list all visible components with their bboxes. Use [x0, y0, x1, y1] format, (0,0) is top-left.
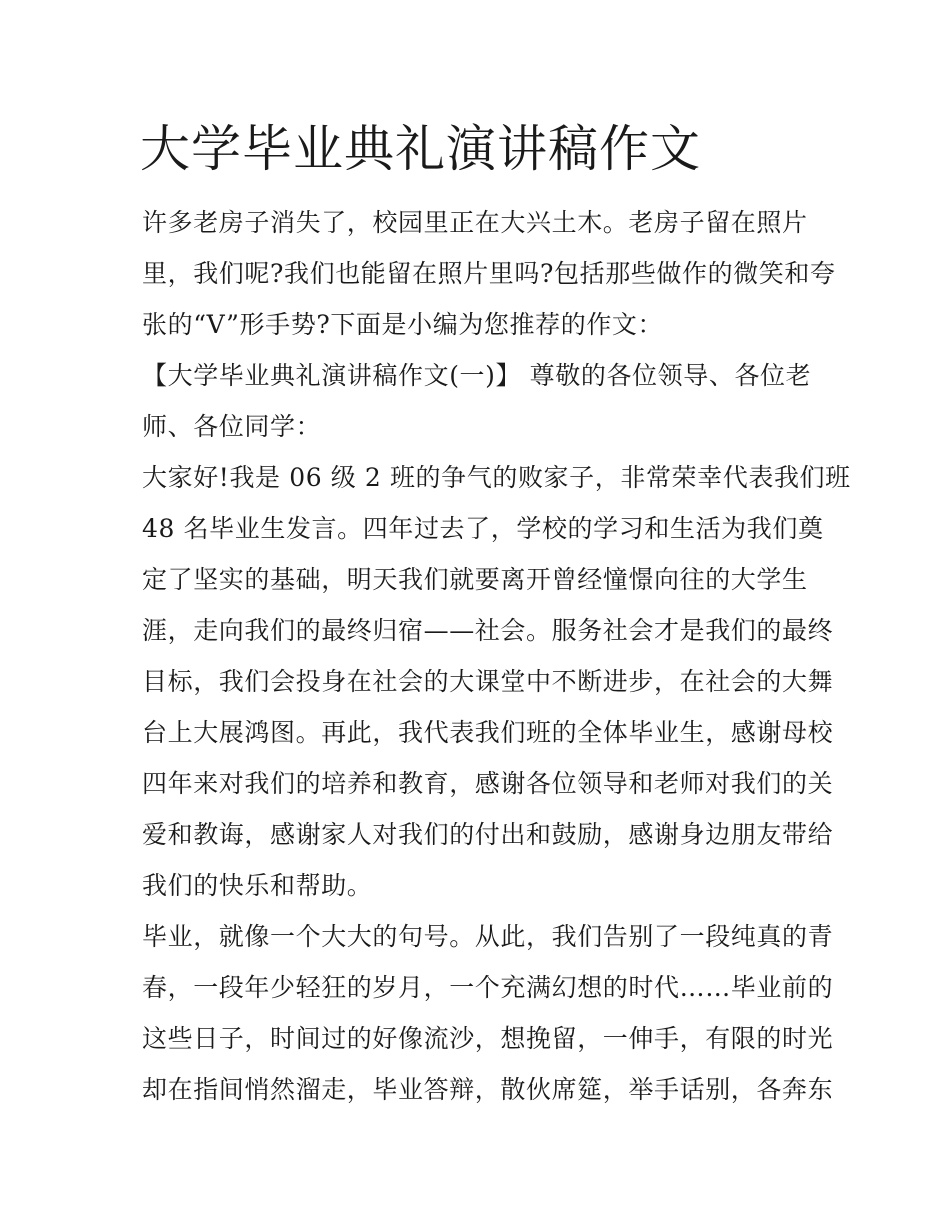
text-line: 涯，走向我们的最终归宿——社会。服务社会才是我们的最终	[142, 616, 834, 645]
text-line: 师、各位同学：	[142, 412, 322, 441]
text-line: 这些日子，时间过的好像流沙，想挽留，一伸手，有限的时光	[142, 1024, 834, 1053]
text-line: 【大学毕业典礼演讲稿作文(一)】 尊敬的各位领导、各位老	[142, 361, 812, 390]
text-line: 台上大展鸿图。再此，我代表我们班的全体毕业生，感谢母校	[142, 718, 834, 747]
text-line: 定了坚实的基础，明天我们就要离开曾经憧憬向往的大学生	[142, 565, 808, 594]
text-line: 里，我们呢?我们也能留在照片里吗?包括那些做作的微笑和夸	[142, 259, 836, 288]
text-line: 爱和教诲，感谢家人对我们的付出和鼓励，感谢身边朋友带给	[142, 820, 834, 849]
text-line: 张的“V”形手势?下面是小编为您推荐的作文：	[142, 310, 664, 339]
text-line: 毕业，就像一个大大的句号。从此，我们告别了一段纯真的青	[142, 922, 834, 951]
text-line: 目标，我们会投身在社会的大课堂中不断进步，在社会的大舞	[142, 667, 834, 696]
document-title: 大学毕业典礼演讲稿作文	[140, 120, 701, 178]
text-line: 我们的快乐和帮助。	[142, 871, 373, 900]
text-line: 却在指间悄然溜走，毕业答辩，散伙席筵，举手话别，各奔东	[142, 1075, 834, 1104]
text-line: 四年来对我们的培养和教育，感谢各位领导和老师对我们的关	[142, 769, 834, 798]
text-line: 大家好!我是 06 级 2 班的争气的败家子，非常荣幸代表我们班	[142, 463, 851, 492]
text-line: 48 名毕业生发言。四年过去了，学校的学习和生活为我们奠	[142, 514, 824, 543]
text-line: 许多老房子消失了，校园里正在大兴土木。老房子留在照片	[142, 208, 808, 237]
text-line: 春，一段年少轻狂的岁月，一个充满幻想的时代……毕业前的	[142, 973, 834, 1002]
